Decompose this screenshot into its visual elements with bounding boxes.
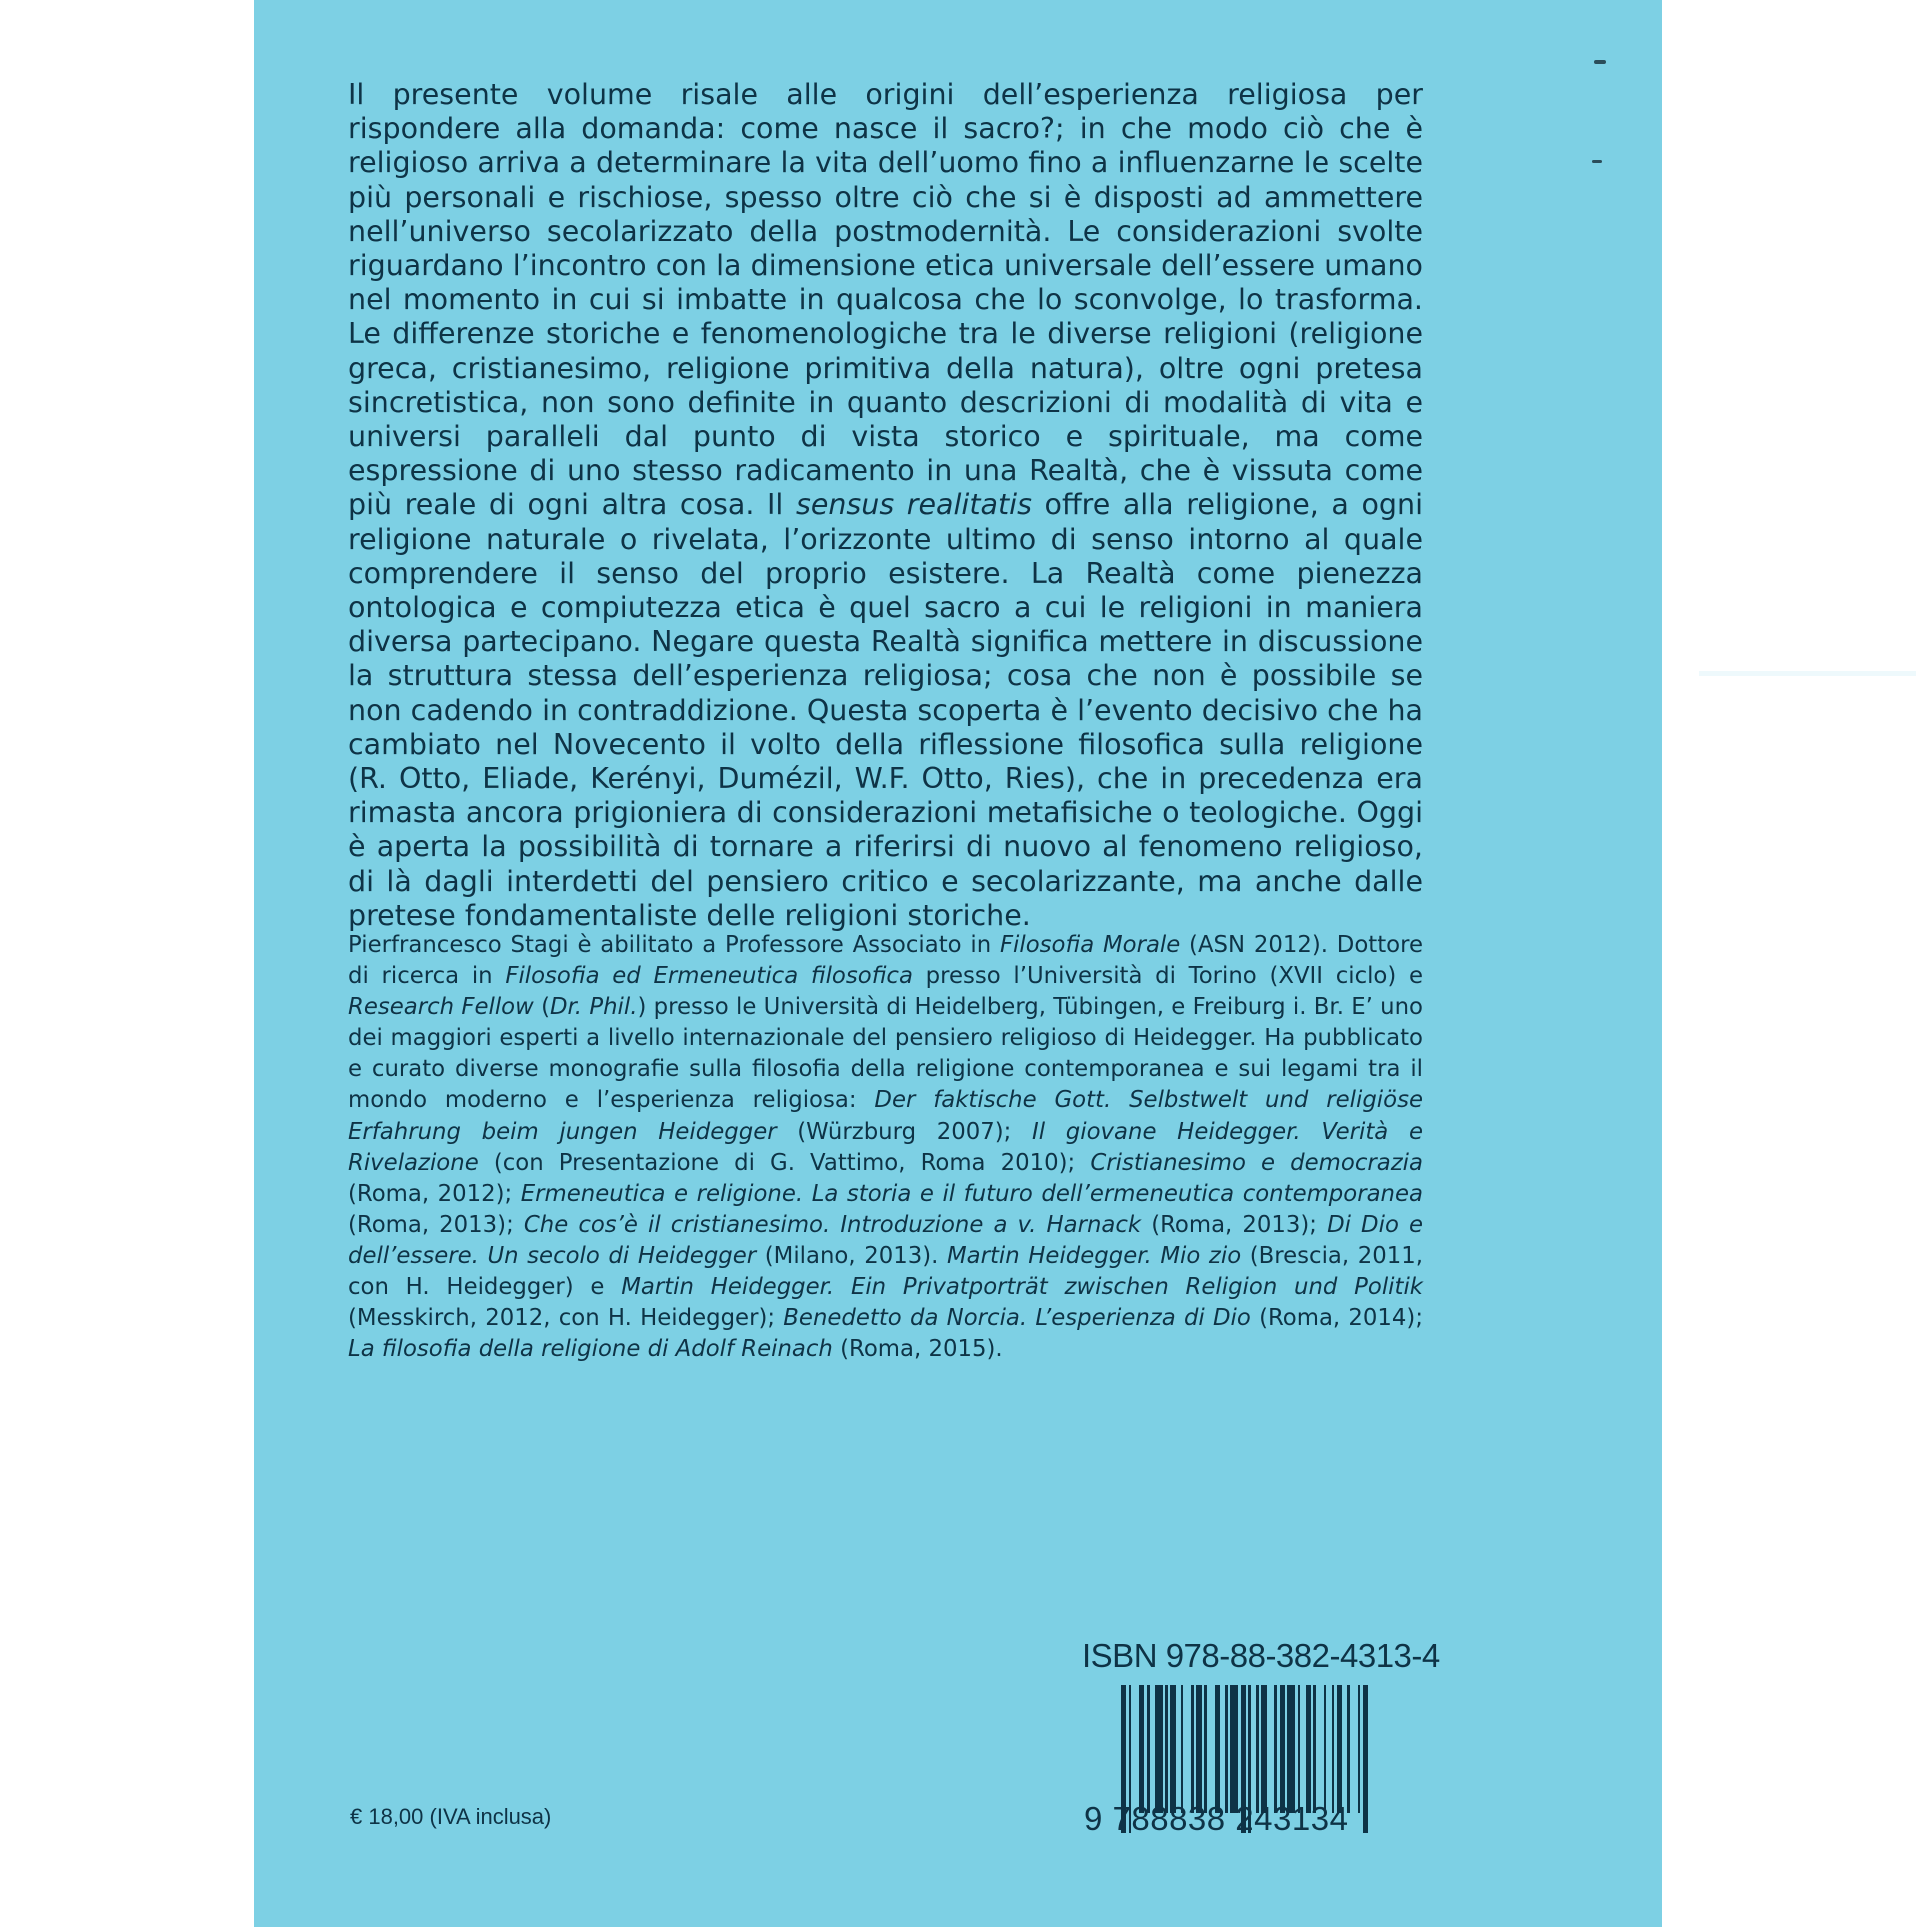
bio-text: Pierfrancesco Stagi è abilitato a Professore Associato in <box>348 932 1000 958</box>
barcode-bar <box>1165 1685 1168 1813</box>
bio-italic: Filosofia Morale <box>999 932 1181 958</box>
bio-italic: Benedetto da Norcia. L’esperienza di Dio <box>783 1305 1251 1332</box>
barcode-bar <box>1274 1685 1277 1813</box>
isbn-label: ISBN 978-88-382-4313-4 <box>1082 1637 1440 1674</box>
print-speck <box>1592 160 1602 163</box>
bio-italic: Il giovane Heidegger. Verità e Rivelazione <box>348 1118 1423 1176</box>
bio-italic: Ermeneutica e religione. La storia e il futuro dell’ermeneutica contemporanea <box>520 1180 1424 1207</box>
bio-text: (Roma, 2012); <box>348 1180 521 1207</box>
barcode-bar <box>1139 1685 1144 1813</box>
barcode-bar <box>1280 1685 1285 1813</box>
bio-italic: Dr. Phil. <box>549 994 638 1021</box>
barcode-bar <box>1225 1685 1228 1813</box>
blurb-text: Il presente volume risale alle origini dell’esperienza religiosa per rispondere alla domanda: come nasce il sacro?; in che modo ciò che è religioso arriva a determinare la vita dell’uomo fino a influenzarne le scelte più personali e rischiose, spesso oltre ciò che si è disposti ad ammettere nell’universo secolarizzato della postmodernità. Le considerazioni svolte riguardano l’incontro con la dimensione etica universale dell’essere umano nel momento in cui si imbatte in qualcosa che lo sconvolge, lo trasforma. Le differenze storiche e fenomenologiche tra le diverse religioni (religione greca, cristianesimo, religione primitiva della natura), oltre ogni pretesa sincretistica, non sono definite in quanto descrizioni di modalità di vita e universi paralleli dal punto di vista storico e spirituale, ma come espressione di uno stesso radicamento in una Realtà, che è vissuta come più reale di ogni altra cosa. Il <box>348 78 1423 522</box>
barcode-bar <box>1170 1685 1175 1813</box>
bio-text: (Roma, 2013); <box>348 1211 524 1238</box>
bio-text: (Messkirch, 2012, con H. Heidegger); <box>348 1305 784 1332</box>
barcode-bar <box>1298 1685 1301 1813</box>
spine-marker-line <box>1699 671 1916 676</box>
barcode-bar <box>1204 1685 1207 1813</box>
barcode-bar <box>1230 1685 1238 1813</box>
bio-text: presso l’Università di Torino (XVII ciclo) e <box>912 963 1423 990</box>
barcode-bar <box>1155 1685 1163 1813</box>
blurb-italic: sensus realitatis <box>795 488 1032 522</box>
bio-text: (Milano, 2013). <box>756 1242 947 1269</box>
bio-italic: Martin Heidegger. Ein Privatporträt zwischen Religion und Politik <box>621 1274 1423 1301</box>
bio-italic: Che cos’è il cristianesimo. Introduzione a v. Harnack <box>523 1211 1142 1238</box>
bio-text: (con Presentazione di G. Vattimo, Roma 2010); <box>478 1149 1091 1176</box>
barcode-bar <box>1181 1685 1184 1813</box>
bio-italic: Martin Heidegger. Mio zio <box>946 1242 1242 1269</box>
barcode-bar <box>1147 1685 1150 1813</box>
bio-text: (Würzburg 2007); <box>776 1118 1033 1145</box>
print-speck <box>1594 60 1606 64</box>
bio-text: ) presso le Università di Heidelberg, Tübingen, e Freiburg i. Br. E’ uno dei maggiori esperti a livello internazionale del pensiero religioso di Heidegger. Ha pubblicato e curato diverse monografie sulla filosofia della religione contemporanea e sui legami tra il mondo moderno e l’esperienza religiosa: <box>348 994 1424 1114</box>
barcode-bar <box>1358 1685 1361 1813</box>
bio-italic: Der faktische Gott. Selbstwelt und religiöse Erfahrung beim jungen Heidegger <box>348 1087 1423 1145</box>
bio-italic: Filosofia ed Ermeneutica filosofica <box>505 963 913 990</box>
blurb-paragraph <box>348 78 1423 933</box>
barcode-bar <box>1313 1685 1316 1813</box>
bio-text: (Roma, 2013); <box>1141 1211 1328 1238</box>
barcode-bar <box>1347 1685 1350 1813</box>
bio-italic: Research Fellow <box>348 994 534 1021</box>
barcode-bar <box>1337 1685 1342 1813</box>
isbn-barcode <box>1121 1685 1421 1813</box>
barcode-bar <box>1261 1685 1266 1813</box>
price-label: € 18,00 (IVA inclusa) <box>350 1804 552 1829</box>
bio-italic: La filosofia della religione di Adolf Reinach <box>348 1336 833 1363</box>
blurb-text: offre alla religione, a ogni religione naturale o rivelata, l’orizzonte ultimo di senso intorno al quale comprendere il senso del proprio esistere. La Realtà come pienezza ontologica e compiutezza etica è quel sacro a cui le religioni in maniera diversa partecipano. Negare questa Realtà significa mettere in discussione la struttura stessa dell’esperienza religiosa; cosa che non è possibile se non cadendo in contraddizione. Questa scoperta è l’evento decisivo che ha cambiato nel Novecento il volto della riflessione filosofica sulla religione (R. Otto, Eliade, Kerényi, Dumézil, W.F. Otto, Ries), che in precedenza era rimasta ancora prigioniera di considerazioni metafisiche o teologiche. Oggi è aperta la possibilità di tornare a riferirsi di nuovo al fenomeno religioso, di là dagli interdetti del pensiero critico e secolarizzante, ma anche dalle pretese fondamentaliste delle religioni storiche. <box>348 488 1423 932</box>
bio-text: (ASN 2012). Dottore di ricerca in <box>348 932 1423 990</box>
barcode-bar <box>1332 1685 1335 1813</box>
bio-italic: Di Dio e dell’essere. Un secolo di Heidegger <box>348 1211 1423 1269</box>
barcode-bar <box>1306 1685 1311 1813</box>
barcode-digits: 9 788838 243134 <box>1084 1800 1349 1837</box>
barcode-bar <box>1196 1685 1201 1813</box>
bio-text: (Roma, 2015). <box>832 1336 1003 1363</box>
bio-italic: Cristianesimo e democrazia <box>1090 1149 1423 1176</box>
bio-text: (Roma, 2014); <box>1250 1305 1423 1332</box>
author-bio-paragraph <box>348 930 1423 1365</box>
barcode-bar <box>1215 1685 1220 1813</box>
bio-text: ( <box>533 994 550 1021</box>
bio-text: (Brescia, 2011, con H. Heidegger) e <box>348 1242 1423 1301</box>
barcode-bar <box>1256 1685 1259 1813</box>
barcode-bar <box>1191 1685 1194 1813</box>
barcode-bar <box>1324 1685 1327 1813</box>
barcode-bar <box>1287 1685 1295 1813</box>
back-cover <box>254 0 1662 1927</box>
